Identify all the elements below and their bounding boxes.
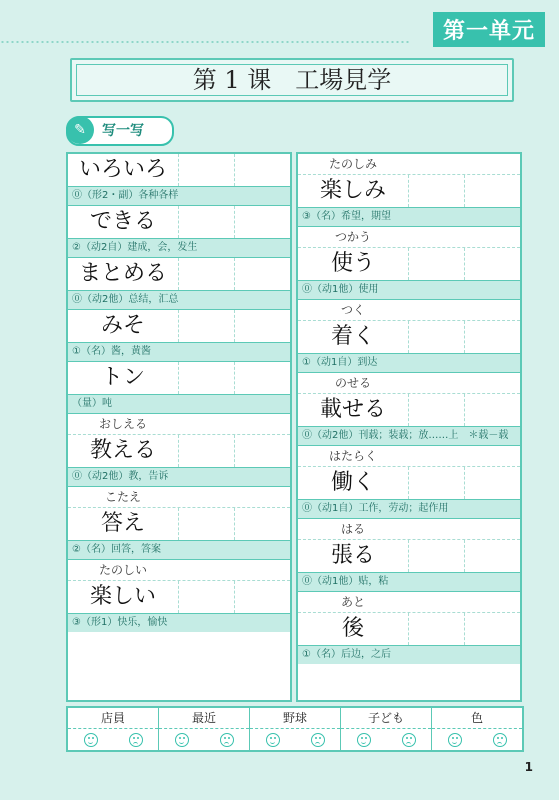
- vocab-meaning: ③（形1）快乐，愉快: [68, 613, 290, 632]
- review-word: 野球: [250, 708, 340, 729]
- right-vocab-column: [296, 152, 522, 702]
- vocab-entry: [298, 373, 520, 446]
- vocab-ruby: つく: [340, 303, 365, 317]
- page-number: 1: [524, 760, 533, 774]
- vocab-entry: [68, 258, 290, 310]
- review-table: [66, 706, 524, 752]
- review-word: 最近: [159, 708, 249, 729]
- section-tab: [66, 116, 174, 146]
- practice-cells[interactable]: [408, 467, 520, 499]
- vocab-entry: [298, 592, 520, 664]
- vocab-ruby: のせる: [334, 376, 371, 390]
- vocab-meaning: ⓪（动2他）教，告诉: [68, 467, 290, 486]
- sad-face-icon[interactable]: [311, 733, 325, 747]
- lesson-title: 第 1 课 工場見学: [192, 66, 392, 94]
- vocab-ruby: こたえ: [104, 490, 141, 504]
- vocab-entry: [68, 154, 290, 206]
- sad-face-icon[interactable]: [129, 733, 143, 747]
- vocab-meaning: ①（名）酱，黄酱: [68, 342, 290, 361]
- vocab-word: まとめる: [78, 261, 167, 286]
- practice-cells[interactable]: [178, 310, 290, 342]
- vocab-ruby: はたらく: [328, 449, 377, 463]
- vocab-meaning: ⓪（形2・副）各种各样: [68, 186, 290, 205]
- vocab-word: いろいろ: [78, 157, 167, 182]
- vocab-word: 働く: [330, 470, 375, 495]
- vocab-word: できる: [89, 209, 156, 234]
- practice-cells[interactable]: [178, 154, 290, 186]
- practice-cells[interactable]: [408, 540, 520, 572]
- smile-face-icon[interactable]: [175, 733, 189, 747]
- vocab-word: 着く: [330, 324, 375, 349]
- sad-face-icon[interactable]: [493, 733, 507, 747]
- section-label: 写一写: [102, 123, 144, 139]
- sad-face-icon[interactable]: [220, 733, 234, 747]
- review-word: 色: [432, 708, 522, 729]
- vocab-word: トン: [100, 365, 145, 390]
- vocab-entry: [68, 414, 290, 487]
- practice-cells[interactable]: [178, 362, 290, 394]
- vocab-meaning: ①（名）后边，之后: [298, 645, 520, 664]
- practice-cells[interactable]: [408, 175, 520, 207]
- vocab-word: 後: [341, 616, 364, 641]
- vocab-ruby: つかう: [334, 230, 371, 244]
- vocab-meaning: ⓪（动1自）工作，劳动；起作用: [298, 499, 520, 518]
- vocab-entry: [68, 560, 290, 632]
- vocab-meaning: ⓪（动1他）贴，粘: [298, 572, 520, 591]
- vocab-entry: [298, 300, 520, 373]
- vocab-word: 楽しみ: [319, 178, 386, 203]
- vocab-entry: [68, 206, 290, 258]
- vocab-meaning: ⓪（动2他）刊载；装载；放……上 ＊载－载: [298, 426, 520, 445]
- review-cell: [341, 708, 432, 750]
- vocab-word: 張る: [330, 543, 375, 568]
- sad-face-icon[interactable]: [402, 733, 416, 747]
- practice-cells[interactable]: [408, 394, 520, 426]
- vocab-meaning: ⓪（动2他）总结，汇总: [68, 290, 290, 309]
- vocab-ruby: たのしみ: [328, 157, 377, 171]
- review-cell: [250, 708, 341, 750]
- vocab-entry: [298, 154, 520, 227]
- practice-cells[interactable]: [178, 508, 290, 540]
- vocab-word: 使う: [330, 251, 375, 276]
- lesson-title-frame: [70, 58, 514, 102]
- smile-face-icon[interactable]: [266, 733, 280, 747]
- vocab-meaning: ③（名）希望，期望: [298, 207, 520, 226]
- dotted-rule: [0, 41, 410, 43]
- practice-cells[interactable]: [178, 435, 290, 467]
- pen-icon: ✎: [66, 116, 94, 144]
- review-word: 子ども: [341, 708, 431, 729]
- vocab-ruby: あと: [340, 595, 365, 609]
- vocab-entry: [298, 227, 520, 300]
- smile-face-icon[interactable]: [448, 733, 462, 747]
- smile-face-icon[interactable]: [84, 733, 98, 747]
- practice-cells[interactable]: [408, 321, 520, 353]
- review-cell: [432, 708, 522, 750]
- practice-cells[interactable]: [178, 581, 290, 613]
- vocab-meaning: ②（动2自）建成，会，发生: [68, 238, 290, 257]
- vocab-ruby: おしえる: [98, 417, 147, 431]
- vocab-meaning: （量）吨: [68, 394, 290, 413]
- vocab-word: 教える: [89, 438, 156, 463]
- vocab-meaning: ②（名）回答，答案: [68, 540, 290, 559]
- vocab-ruby: たのしい: [98, 563, 147, 577]
- practice-cells[interactable]: [178, 258, 290, 290]
- review-word: 店員: [68, 708, 158, 729]
- left-vocab-column: [66, 152, 292, 702]
- vocab-word: 載せる: [319, 397, 386, 422]
- vocab-ruby: はる: [340, 522, 365, 536]
- vocab-word: みそ: [100, 313, 145, 338]
- smile-face-icon[interactable]: [357, 733, 371, 747]
- vocab-entry: [298, 519, 520, 592]
- vocab-meaning: ⓪（动1他）使用: [298, 280, 520, 299]
- vocab-word: 楽しい: [89, 584, 156, 609]
- vocab-entry: [68, 362, 290, 414]
- vocab-meaning: ①（动1自）到达: [298, 353, 520, 372]
- vocab-entry: [68, 487, 290, 560]
- practice-cells[interactable]: [408, 613, 520, 645]
- vocab-entry: [298, 446, 520, 519]
- review-cell: [159, 708, 250, 750]
- vocab-entry: [68, 310, 290, 362]
- practice-cells[interactable]: [408, 248, 520, 280]
- vocab-word: 答え: [100, 511, 145, 536]
- practice-cells[interactable]: [178, 206, 290, 238]
- unit-title: 第一单元: [433, 12, 545, 47]
- review-cell: [68, 708, 159, 750]
